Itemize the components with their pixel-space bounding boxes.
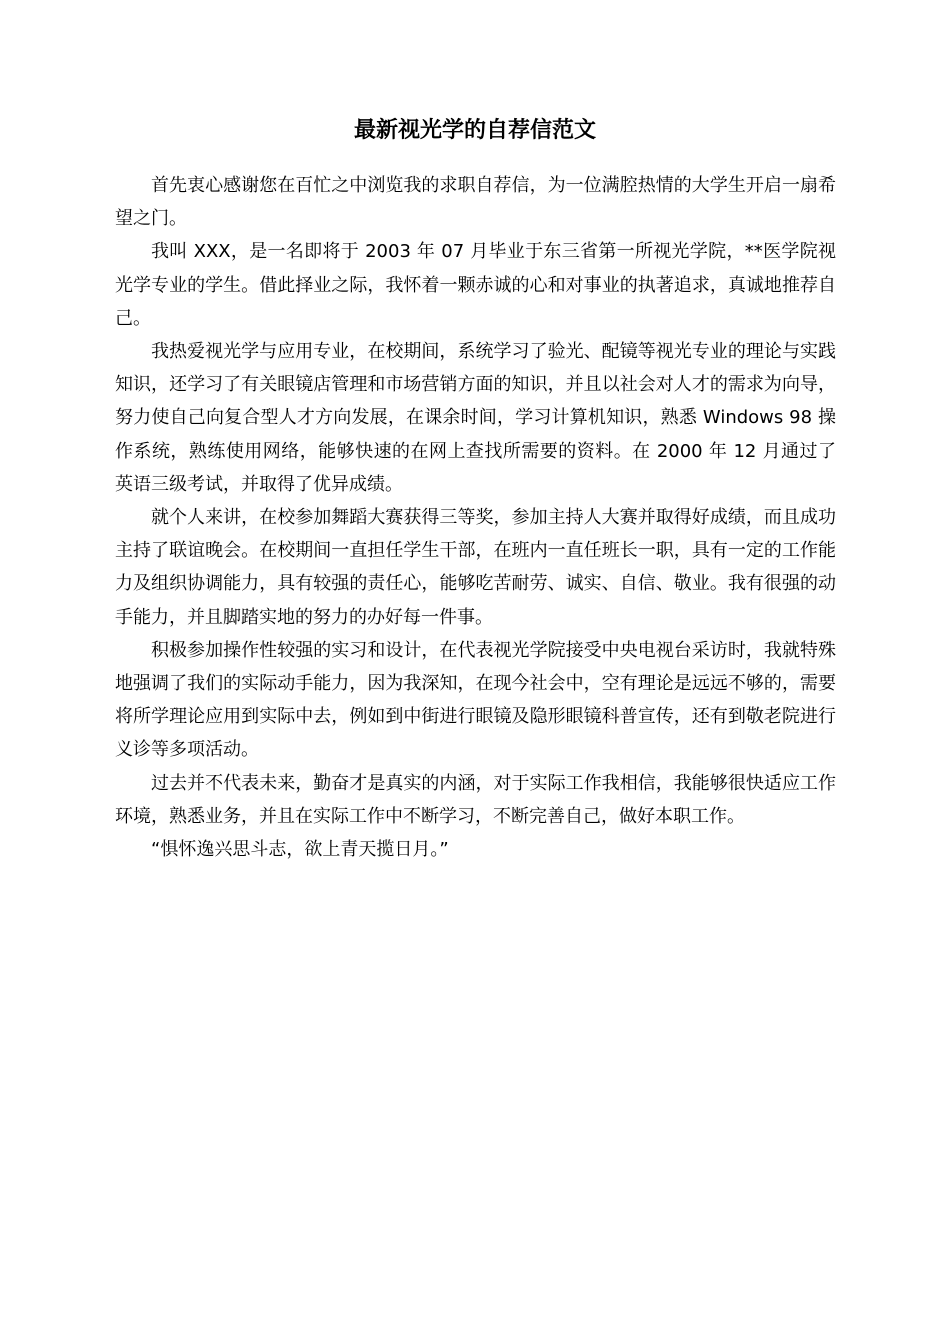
document-title: 最新视光学的自荐信范文 xyxy=(353,118,596,143)
paragraph-education: 我热爱视光学与应用专业，在校期间，系统学习了验光、配镜等视光专业的理论与实践知识，还学习了有关眼镜店管理和市场营销方面的知识，并且以社会对人才的需求为向导，努力使自己向复合型人才方向发展，在课余时间，学习计算机知识，熟悉 Windows 98 操作系统，熟练使用网络，能够快速的在网上查找所需要的资料。在 2000 年 12 月通过了英语三级考试，并取得了优异成绩。 xyxy=(115,341,836,495)
paragraph-commitment: 过去并不代表未来，勤奋才是真实的内涵，对于实际工作我相信，我能够很快适应工作环境，熟悉业务，并且在实际工作中不断学习，不断完善自己，做好本职工作。 xyxy=(115,772,836,827)
paragraph-intro: 首先衷心感谢您在百忙之中浏览我的求职自荐信，为一位满腔热情的大学生开启一扇希望之门。 xyxy=(115,175,836,230)
paragraph-practice: 积极参加操作性较强的实习和设计，在代表视光学院接受中央电视台采访时，我就特殊地强调了我们的实际动手能力，因为我深知，在现今社会中，空有理论是远远不够的，需要将所学理论应用到实际中去，例如到中街进行眼镜及隐形眼镜科普宣传，还有到敬老院进行义诊等多项活动。 xyxy=(115,639,836,761)
paragraph-quote: “惧怀逸兴思斗志，欲上青天揽日月。” xyxy=(151,839,449,861)
paragraph-activities: 就个人来讲，在校参加舞蹈大赛获得三等奖，参加主持人大赛并取得好成绩，而且成功主持了联谊晚会。在校期间一直担任学生干部，在班内一直任班长一职，具有一定的工作能力及组织协调能力，具有较强的责任心，能够吃苦耐劳、诚实、自信、敬业。我有很强的动手能力，并且脚踏实地的努力的办好每一件事。 xyxy=(115,507,836,628)
paragraph-self-introduction: 我叫 XXX，是一名即将于 2003 年 07 月毕业于东三省第一所视光学院，**医学院视光学专业的学生。借此择业之际，我怀着一颗赤诚的心和对事业的执著追求，真诚地推荐自己。 xyxy=(115,241,836,329)
document-body xyxy=(115,169,836,866)
